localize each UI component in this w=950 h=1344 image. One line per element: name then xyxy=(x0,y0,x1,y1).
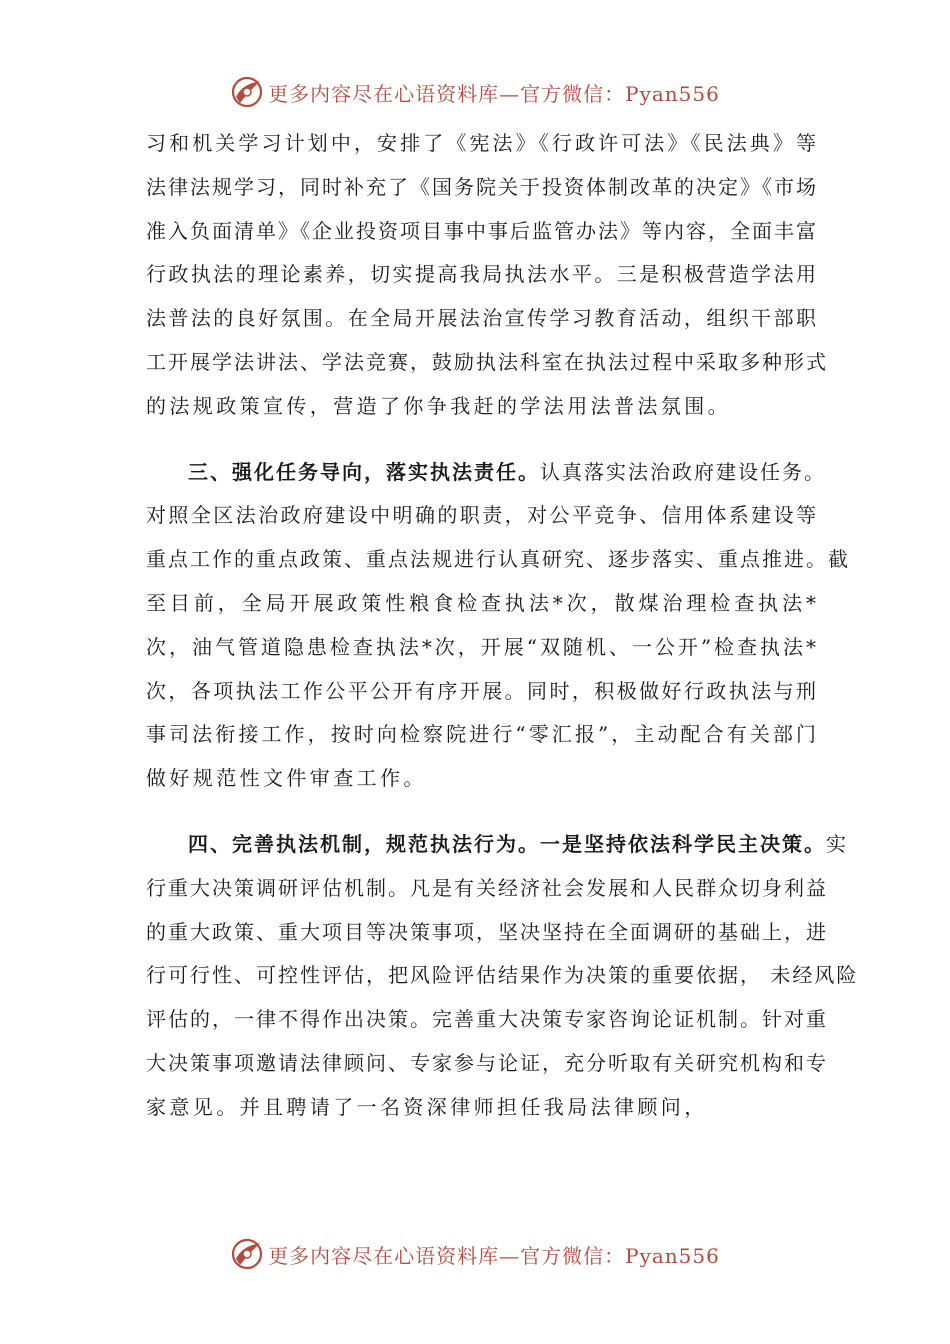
body-text: 对照全区法治政府建设中明确的职责，对公平竞争、信用体系建设等 xyxy=(146,503,818,528)
bold-heading-text: 三、强化任务导向，落实执法责任。 xyxy=(188,459,540,484)
paragraph-gap xyxy=(146,429,818,451)
text-line xyxy=(146,341,828,385)
body-text: 法律法规学习，同时补充了《国务院关于投资体制改革的决定》《市场 xyxy=(146,174,818,199)
text-line xyxy=(146,867,828,911)
body-text: 评估的，一律不得作出决策。完善重大决策专家咨询论证机制。针对重 xyxy=(146,1007,828,1032)
body-text: 认真落实法治政府建设任务。 xyxy=(540,459,826,484)
body-text: 行重大决策调研评估机制。凡是有关经济社会发展和人民群众切身利益 xyxy=(146,875,828,900)
header-banner xyxy=(0,72,950,112)
text-line xyxy=(146,1042,828,1086)
text-line xyxy=(146,1086,818,1130)
body-text: 的法规政策宣传，营造了你争我赶的学法用法普法氛围。 xyxy=(146,393,731,418)
text-line xyxy=(146,297,818,341)
text-line xyxy=(146,538,850,582)
document-body xyxy=(146,122,859,1130)
body-text: 法普法的良好氛围。在全局开展法治宣传学习教育活动，组织干部职 xyxy=(146,306,818,331)
text-line xyxy=(146,494,818,538)
text-line xyxy=(146,954,859,998)
banner-wechat-text: 官方微信：Pyan556 xyxy=(520,81,720,106)
bold-heading-text: 四、完善执法机制，规范执法行为。一是坚持依法科学民主决策。 xyxy=(188,831,826,856)
text-line xyxy=(146,823,848,867)
body-text: 的重大政策、重大项目等决策事项，坚决坚持在全面调研的基础上，进 xyxy=(146,919,828,944)
body-text: 次，各项执法工作公平公开有序开展。同时，积极做好行政执法与刑 xyxy=(146,678,818,703)
body-text: 做好规范性文件审查工作。 xyxy=(146,766,427,791)
body-text: 准入负面清单》《企业投资项目事中事后监管办法》等内容，全面丰富 xyxy=(146,218,818,243)
body-text: 大决策事项邀请法律顾问、专家参与论证，充分听取有关研究机构和专 xyxy=(146,1050,828,1075)
banner-text xyxy=(268,78,720,107)
body-text: 习和机关学习计划中，安排了《宪法》《行政许可法》《民法典》等 xyxy=(146,131,818,155)
paragraph-gap xyxy=(146,801,818,823)
banner-text xyxy=(268,1240,720,1269)
logo-icon xyxy=(230,1237,264,1271)
text-line xyxy=(146,713,818,757)
text-line xyxy=(146,911,828,955)
paragraph xyxy=(146,122,828,429)
body-text: 行可行性、可控性评估，把风险评估结果作为决策的重要依据， 未经风险 xyxy=(146,963,859,988)
body-text: 至目前，全局开展政策性粮食检查执法*次，散煤治理检查执法* xyxy=(146,590,818,615)
text-line xyxy=(146,385,818,429)
text-line xyxy=(146,670,818,714)
text-line xyxy=(146,626,818,670)
text-line xyxy=(146,582,818,626)
body-text: 次，油气管道隐患检查执法*次，开展“双随机、一公开”检查执法* xyxy=(146,634,818,659)
body-text: 重点工作的重点政策、重点法规进行认真研究、逐步落实、重点推进。截 xyxy=(146,547,850,572)
body-text: 实 xyxy=(826,831,848,856)
text-line xyxy=(146,210,818,254)
text-line xyxy=(146,451,826,495)
text-line xyxy=(146,253,818,297)
paragraph xyxy=(146,823,859,1130)
banner-separator: — xyxy=(499,81,521,106)
body-text: 事司法衔接工作，按时向检察院进行“零汇报”，主动配合有关部门 xyxy=(146,722,818,747)
text-line xyxy=(146,166,818,210)
banner-main-text: 更多内容尽在心语资料库 xyxy=(268,1243,500,1268)
paragraph xyxy=(146,451,850,801)
banner-wechat-text: 官方微信：Pyan556 xyxy=(520,1243,720,1268)
footer-banner xyxy=(0,1234,950,1274)
logo-icon xyxy=(230,75,264,109)
text-line xyxy=(146,757,818,801)
body-text: 工开展学法讲法、学法竞赛，鼓励执法科室在执法过程中采取多种形式 xyxy=(146,349,828,374)
banner-main-text: 更多内容尽在心语资料库 xyxy=(268,81,500,106)
text-line xyxy=(146,998,828,1042)
text-line xyxy=(146,122,818,166)
banner-separator: — xyxy=(499,1243,521,1268)
body-text: 家意见。并且聘请了一名资深律师担任我局法律顾问， xyxy=(146,1094,708,1119)
body-text: 行政执法的理论素养，切实提高我局执法水平。三是积极营造学法用 xyxy=(146,262,818,287)
